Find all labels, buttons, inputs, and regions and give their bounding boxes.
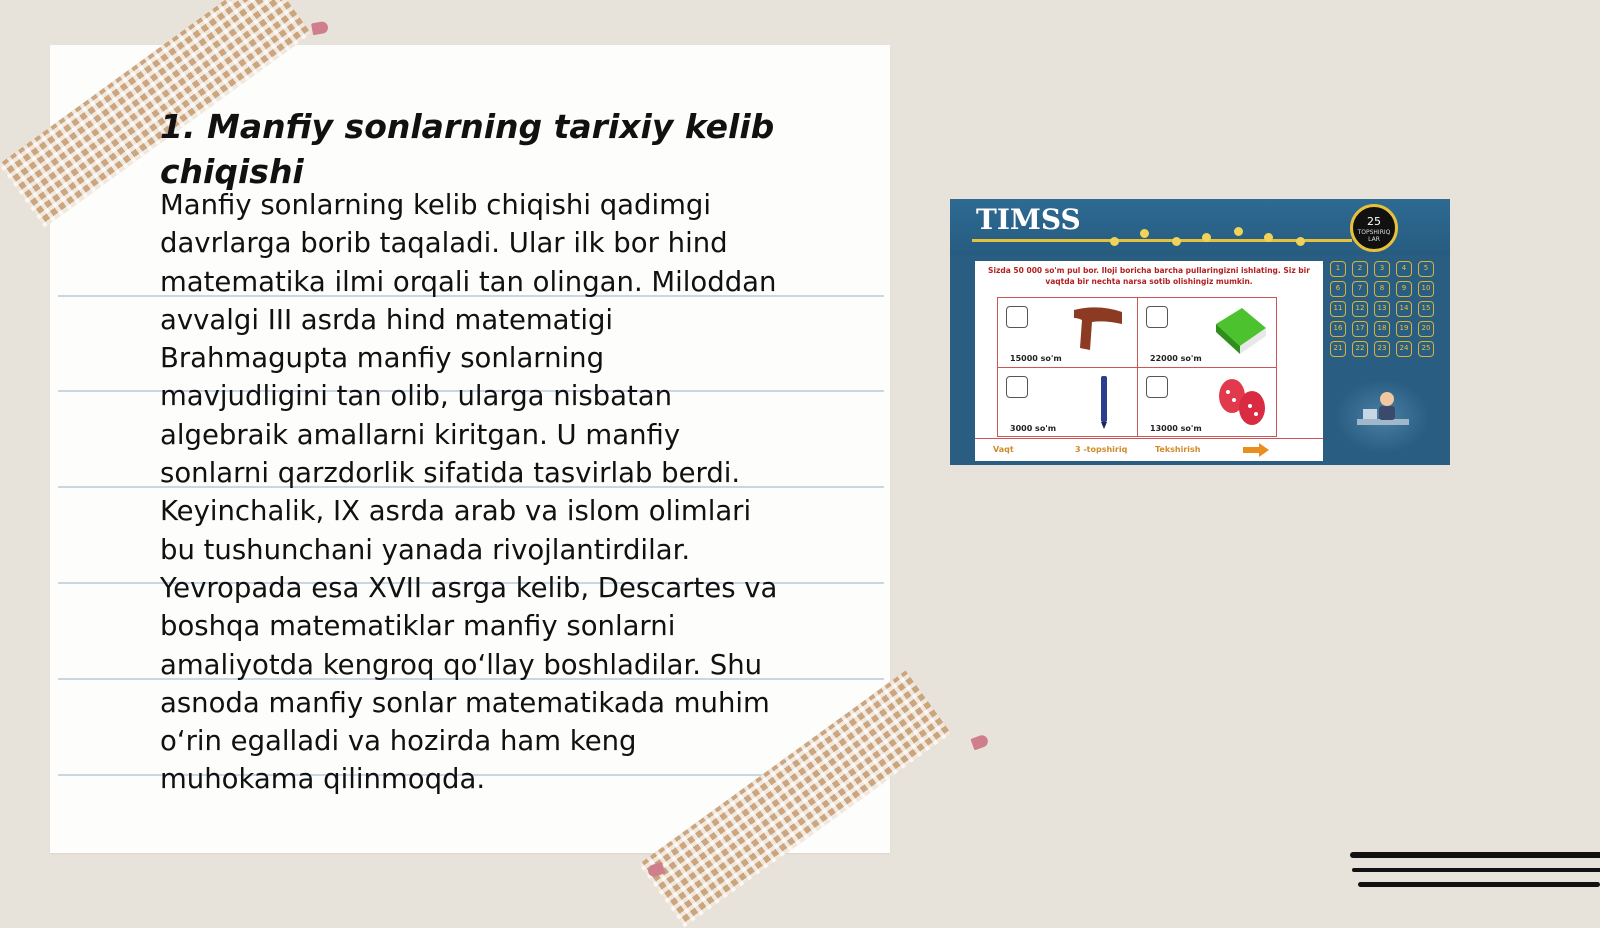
slide-title: 1. Manfiy sonlarning tarixiy kelib chiqishi <box>160 107 775 191</box>
light-bulb-icon <box>1234 227 1243 236</box>
light-bulb-icon <box>1296 237 1305 246</box>
scarf-icon <box>1070 304 1126 354</box>
task-number: 24 <box>1396 341 1412 357</box>
task-number: 4 <box>1396 261 1412 277</box>
task-number: 1 <box>1330 261 1346 277</box>
body-line: boshqa matematiklar manfiy sonlarni <box>160 610 676 643</box>
timss-task-image <box>950 199 1450 465</box>
body-line: avvalgi III asrda hind matematigi <box>160 303 614 336</box>
task-number: 14 <box>1396 301 1412 317</box>
item-checkbox <box>1146 306 1168 328</box>
body-line: Keyinchalik, IX asrda arab va islom olimlari <box>160 495 752 528</box>
question-panel <box>975 261 1323 461</box>
task-number: 5 <box>1418 261 1434 277</box>
body-line: mavjudligini tan olib, ularga nisbatan <box>160 380 673 413</box>
item-price: 22000 so'm <box>1150 354 1202 363</box>
item-grid <box>997 297 1277 437</box>
task-number: 16 <box>1330 321 1346 337</box>
light-bulb-icon <box>1140 229 1149 238</box>
body-line: matematika ilmi orqali tan olingan. Miloddan <box>160 265 777 298</box>
task-number: 20 <box>1418 321 1434 337</box>
body-line: amaliyotda kengroq qo‘llay boshladilar. Shu <box>160 648 763 681</box>
task-number: 25 <box>1418 341 1434 357</box>
tape-end-tab <box>970 734 989 751</box>
task-number: 23 <box>1374 341 1390 357</box>
task-number: 2 <box>1352 261 1368 277</box>
task-number: 8 <box>1374 281 1390 297</box>
light-bulb-icon <box>1202 233 1211 242</box>
timss-logo: TIMSS <box>976 203 1081 236</box>
decor-stroke <box>1350 852 1600 858</box>
timer-badge <box>1350 204 1398 252</box>
task-number: 10 <box>1418 281 1434 297</box>
light-bulb-icon <box>1264 233 1273 242</box>
student-at-desk-icon <box>1335 379 1430 454</box>
item-cell <box>998 298 1137 367</box>
timss-header <box>950 199 1450 255</box>
task-number: 19 <box>1396 321 1412 337</box>
body-line: algebraik amallarni kiritgan. U manfiy <box>160 418 681 451</box>
task-number: 3 <box>1374 261 1390 277</box>
arrow-right-icon <box>1243 443 1269 457</box>
task-number: 7 <box>1352 281 1368 297</box>
task-number: 11 <box>1330 301 1346 317</box>
body-line: Manfiy sonlarning kelib chiqishi qadimgi <box>160 189 711 221</box>
body-line: Brahmagupta manfiy sonlarning <box>160 342 605 375</box>
item-price: 13000 so'm <box>1150 424 1202 433</box>
task-number: 15 <box>1418 301 1434 317</box>
task-number: 9 <box>1396 281 1412 297</box>
item-checkbox <box>1006 376 1028 398</box>
task-footer <box>975 438 1323 461</box>
task-number: 18 <box>1374 321 1390 337</box>
item-cell <box>1138 298 1277 367</box>
student-illustration <box>1335 379 1430 454</box>
item-checkbox <box>1146 376 1168 398</box>
item-cell <box>1138 368 1277 437</box>
question-text: Sizda 50 000 so'm pul bor. Iloji boricha barcha pullaringizni ishlating. Siz bir vaqtda bir nechta narsa sotib olishingiz mumkin. <box>988 266 1310 286</box>
task-number: 13 <box>1374 301 1390 317</box>
slide-body-text <box>160 186 850 799</box>
book-icon <box>1212 304 1268 354</box>
body-line: bu tushunchani yanada rivojlantirdilar. <box>160 533 691 566</box>
time-label: Vaqt <box>993 445 1014 454</box>
body-line: asnoda manfiy sonlar matematikada muhim <box>160 686 770 719</box>
decor-line <box>972 239 1352 242</box>
item-cell <box>998 368 1137 437</box>
task-number: 12 <box>1352 301 1368 317</box>
task-number: 22 <box>1352 341 1368 357</box>
light-bulb-icon <box>1110 237 1119 246</box>
task-number: 6 <box>1330 281 1346 297</box>
body-line: o‘rin egalladi va hozirda ham keng <box>160 725 637 758</box>
item-price: 3000 so'm <box>1010 424 1057 433</box>
decor-stroke <box>1352 868 1600 872</box>
timer-value: 25 <box>1367 215 1381 228</box>
pen-icon <box>1098 374 1110 430</box>
body-line: muhokama qilinmoqda. <box>160 763 486 796</box>
task-number: 21 <box>1330 341 1346 357</box>
task-number: 17 <box>1352 321 1368 337</box>
tape-end-tab <box>311 21 329 36</box>
check-label: Tekshirish <box>1155 445 1201 454</box>
light-bulb-icon <box>1172 237 1181 246</box>
body-line: davrlarga borib taqaladi. Ular ilk bor hind <box>160 227 728 260</box>
task-number-label: 3 -topshiriq <box>1075 445 1128 454</box>
item-price: 15000 so'm <box>1010 354 1062 363</box>
gloves-icon <box>1212 372 1272 432</box>
decor-stroke <box>1358 882 1600 887</box>
item-checkbox <box>1006 306 1028 328</box>
task-number-grid <box>1330 261 1442 357</box>
timer-label: TOPSHIRIQ LAR <box>1357 229 1391 243</box>
body-line: sonlarni qarzdorlik sifatida tasvirlab berdi. <box>160 457 741 490</box>
body-line: Yevropada esa XVII asrga kelib, Descartes va <box>160 571 778 604</box>
